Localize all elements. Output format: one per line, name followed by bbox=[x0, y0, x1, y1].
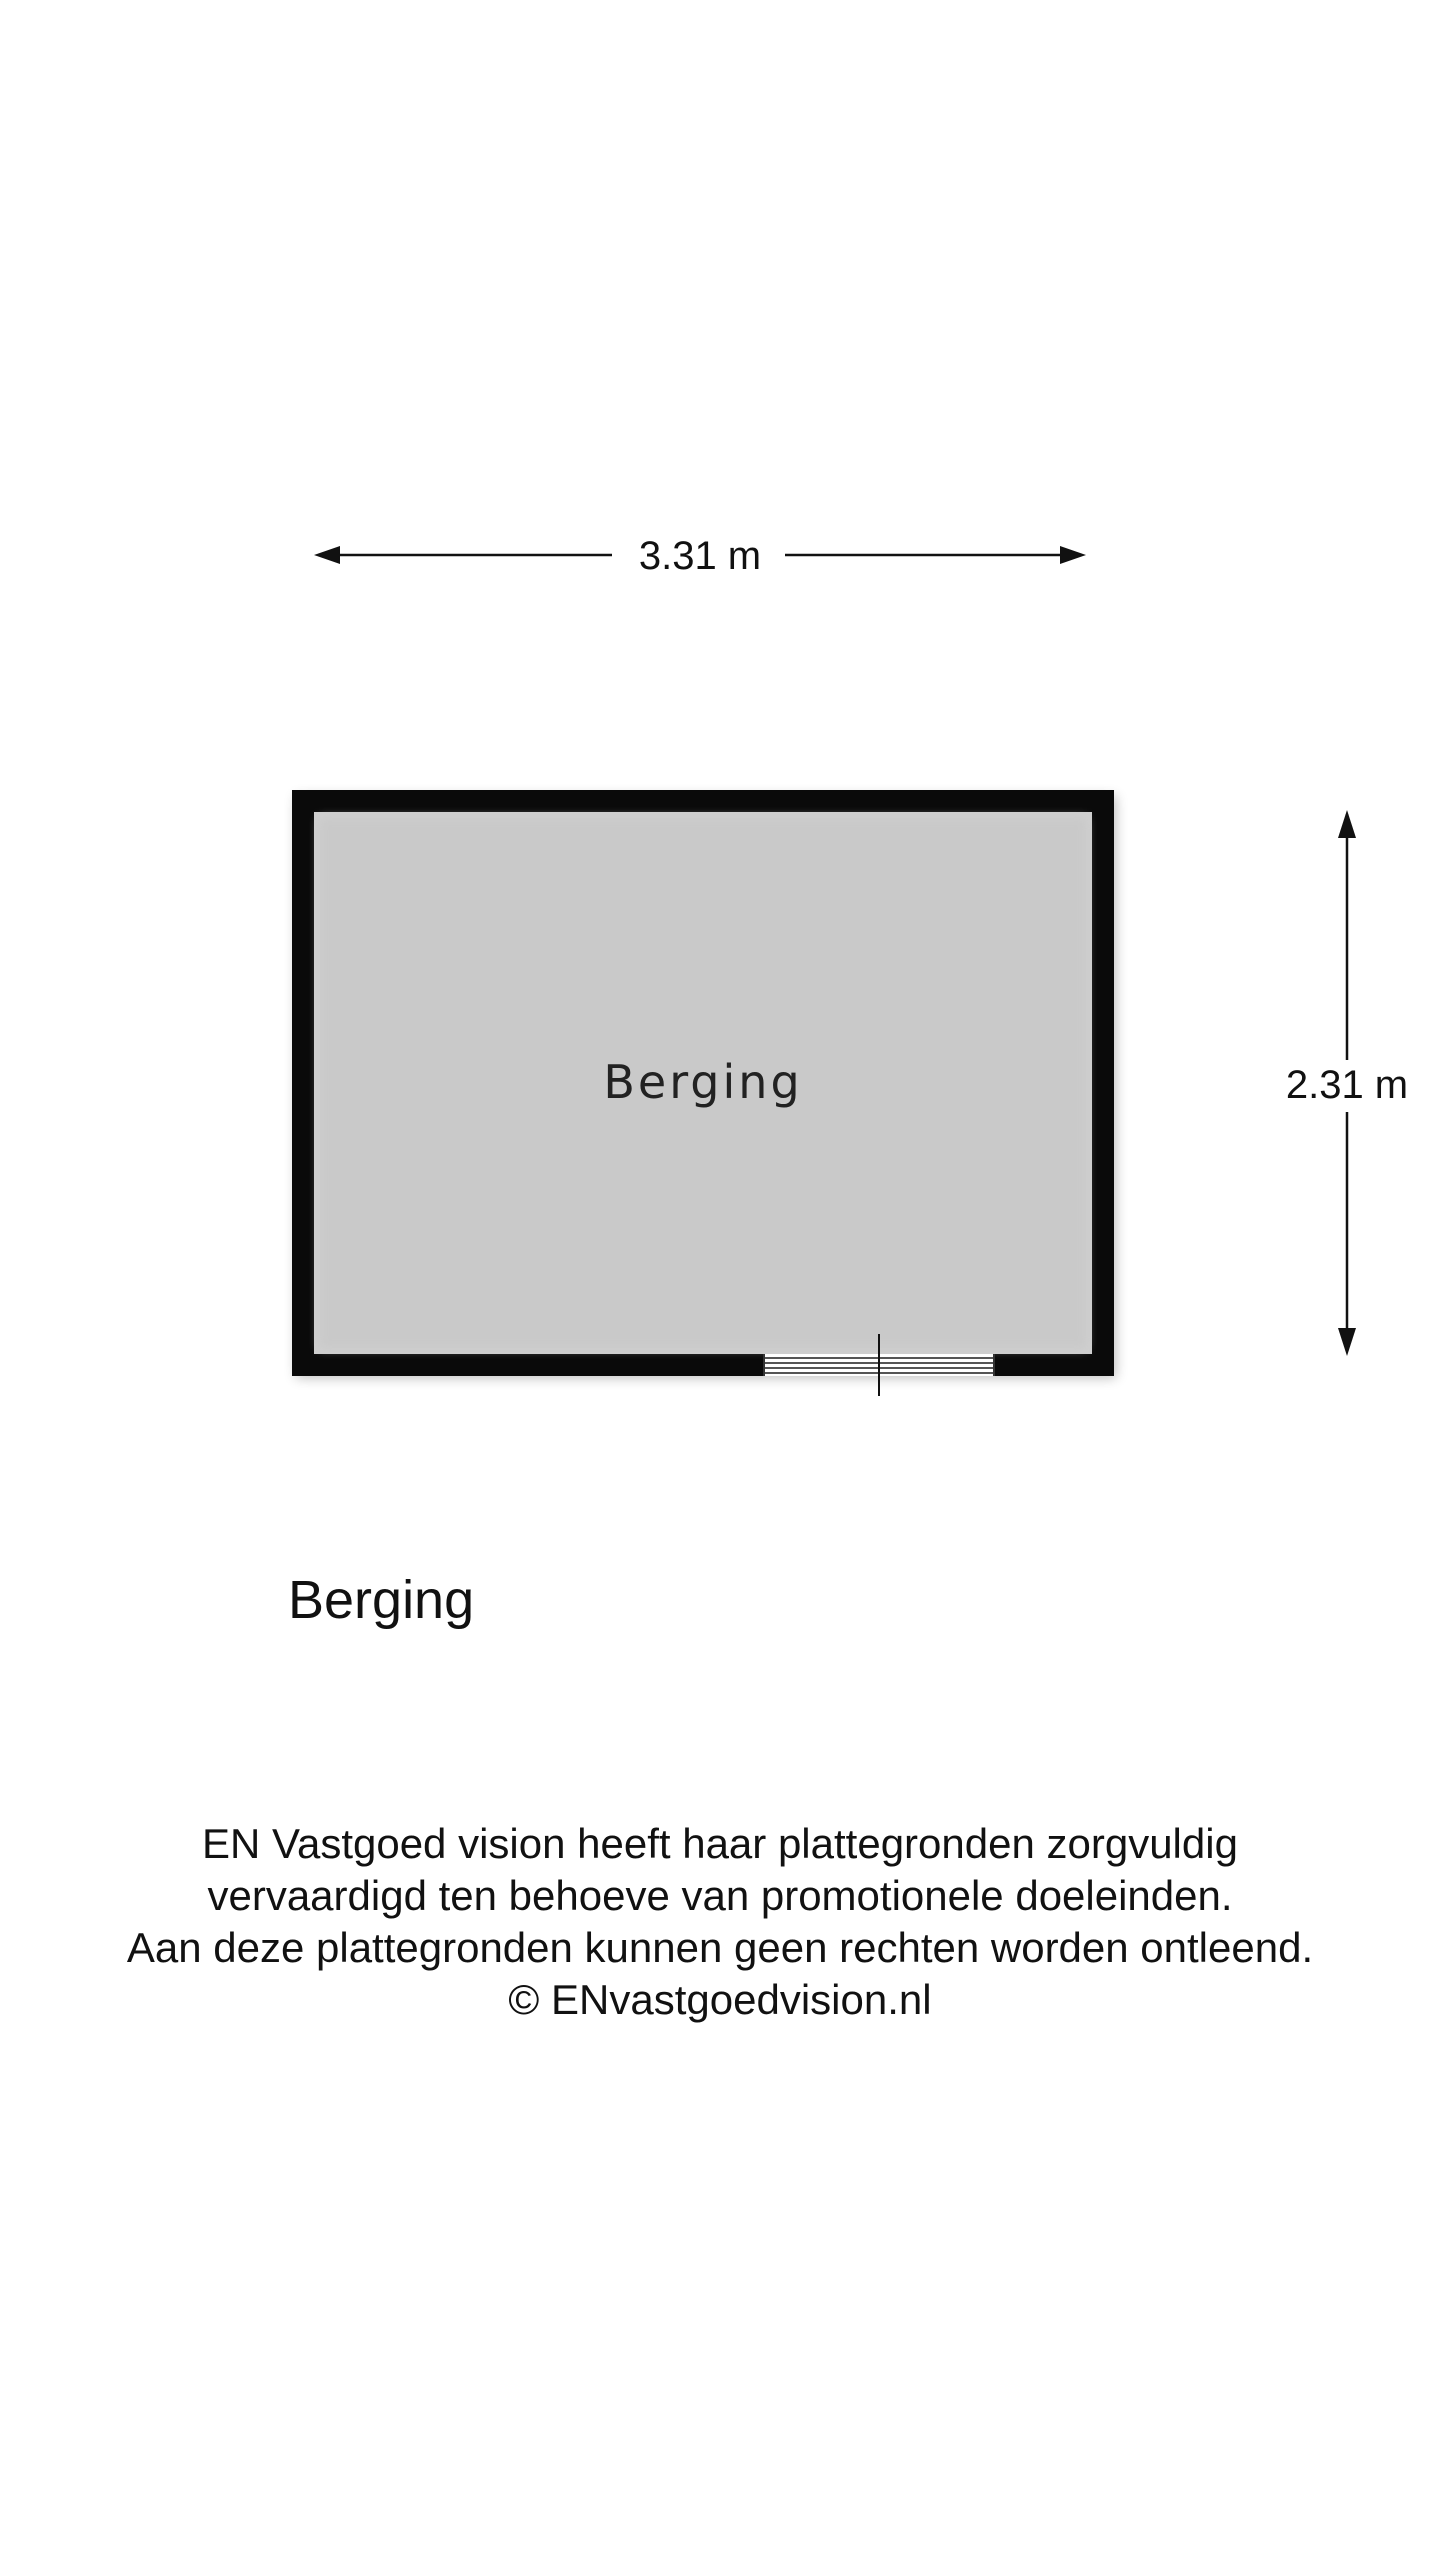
height-dimension bbox=[1286, 810, 1408, 1356]
width-dimension bbox=[314, 534, 1086, 578]
disclaimer bbox=[0, 1818, 1440, 2026]
width-dimension-label: 3.31 m bbox=[638, 534, 762, 578]
floor-title: Berging bbox=[288, 1570, 475, 1630]
arrow-left-icon bbox=[314, 546, 340, 564]
disclaimer-line: EN Vastgoed vision heeft haar plattegronden zorgvuldig bbox=[202, 1820, 1238, 1867]
disclaimer-line: Aan deze plattegronden kunnen geen rechten worden ontleend. bbox=[126, 1924, 1314, 1971]
disclaimer-line: vervaardigd ten behoeve van promotionele doeleinden. bbox=[207, 1872, 1233, 1919]
arrow-down-icon bbox=[1338, 1328, 1356, 1356]
arrow-up-icon bbox=[1338, 810, 1356, 838]
height-dimension-label: 2.31 m bbox=[1285, 1063, 1409, 1107]
copyright-line: © ENvastgoedvision.nl bbox=[508, 1976, 932, 2023]
room-label: Berging bbox=[603, 1055, 803, 1109]
arrow-right-icon bbox=[1060, 546, 1086, 564]
